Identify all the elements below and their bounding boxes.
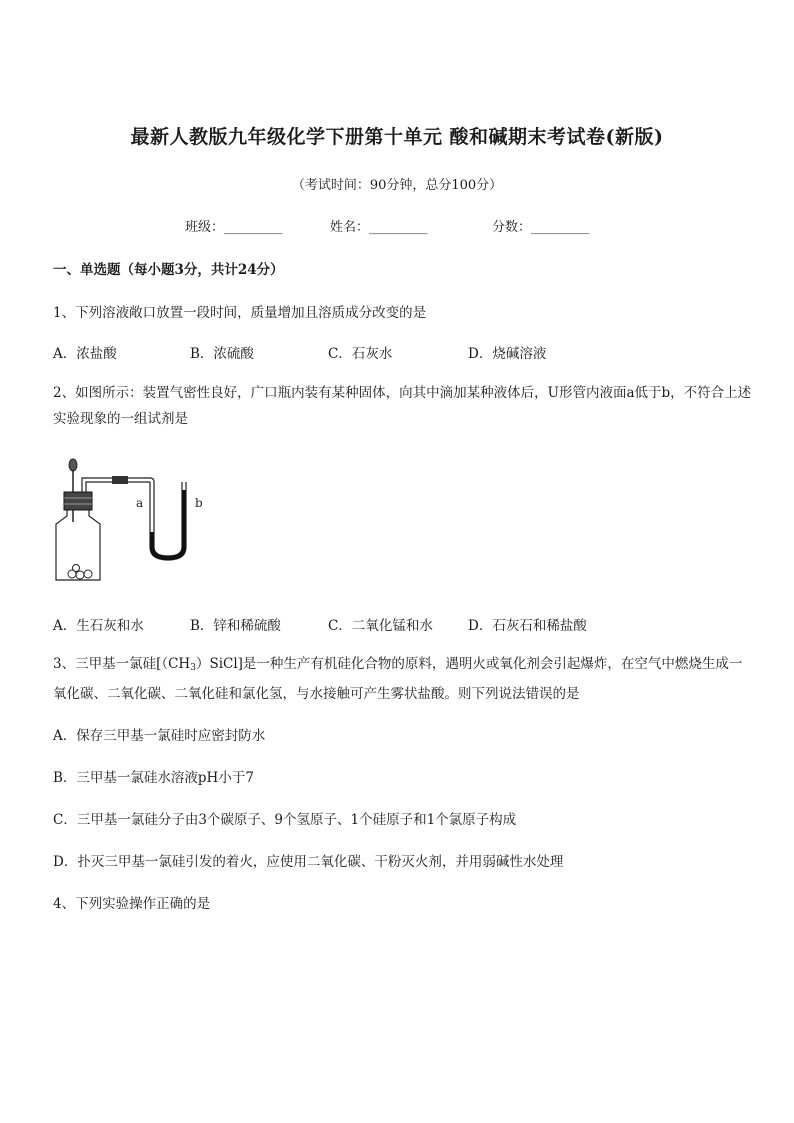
question-1-option-b: B．浓硫酸: [190, 346, 254, 362]
score-field: 分数：_________: [492, 220, 590, 235]
subscript-3: 3: [190, 663, 196, 673]
question-3-option-c: C．三甲基一氯硅分子由3个碳原子、9个氢原子、1个硅原子和1个氯原子构成: [53, 812, 517, 828]
section-heading: 一、单选题（每小题3分，共计24分）: [53, 262, 284, 278]
question-3-option-b: B．三甲基一氯硅水溶液pH小于7: [53, 770, 254, 786]
question-2-stem: 2、如图所示：装置气密性良好，广口瓶内装有某种固体，向其中滴加某种液体后，U形管内液面a低于b，不符合上述实验现象的一组试剂是: [53, 385, 752, 427]
question-3-option-d: D．扑灭三甲基一氯硅引发的着火，应使用二氧化碳、干粉灭火剂，并用弱碱性水处理: [53, 854, 564, 870]
question-1-stem: 1、下列溶液敞口放置一段时间，质量增加且溶质成分改变的是: [53, 305, 427, 321]
question-3-stem-start: 3、三甲基一氯硅[（CH: [53, 656, 191, 672]
rubber-connector: [112, 476, 128, 484]
class-field: 班级：_________: [185, 220, 283, 235]
rubber-stopper: [64, 492, 92, 510]
page-title: 最新人教版九年级化学下册第十单元 酸和碱期末考试卷(新版): [130, 126, 664, 148]
question-2-option-a: A．生石灰和水: [53, 618, 144, 634]
label-a: a: [136, 496, 144, 510]
exam-duration-note: （考试时间：90分钟，总分100分）: [291, 178, 503, 193]
question-1-option-a: A．浓盐酸: [53, 346, 117, 362]
question-3-stem-rest: ）SiCl]是一种生产有机硅化合物的原料，遇明火或氧化剂会引起爆炸，在空气中燃烧生成一氧化碳、二氧化碳、二氧化硅和氯化氢，与水接触可产生雾状盐酸。则下列说法错误的是: [53, 656, 743, 702]
question-2-option-c: C．二氧化锰和水: [328, 618, 433, 634]
question-1-option-c: C．石灰水: [328, 346, 393, 362]
name-field: 姓名：_________: [330, 220, 428, 235]
u-tube-liquid: [150, 490, 186, 560]
solid-lump: [84, 570, 92, 578]
question-2-option-b: B．锌和稀硫酸: [190, 618, 281, 634]
question-3-option-a: A．保存三甲基一氯硅时应密封防水: [53, 728, 266, 744]
question-2-option-d: D．石灰石和稀盐酸: [468, 618, 587, 634]
question-4-stem: 4、下列实验操作正确的是: [53, 896, 211, 912]
question-1-option-d: D．烧碱溶液: [468, 346, 547, 362]
solid-lump: [73, 565, 80, 572]
apparatus-diagram: [50, 452, 210, 587]
label-b: b: [195, 496, 203, 510]
dropper-bulb: [69, 459, 77, 471]
question-3-stem: [53, 651, 753, 707]
solid-lump: [76, 571, 84, 579]
